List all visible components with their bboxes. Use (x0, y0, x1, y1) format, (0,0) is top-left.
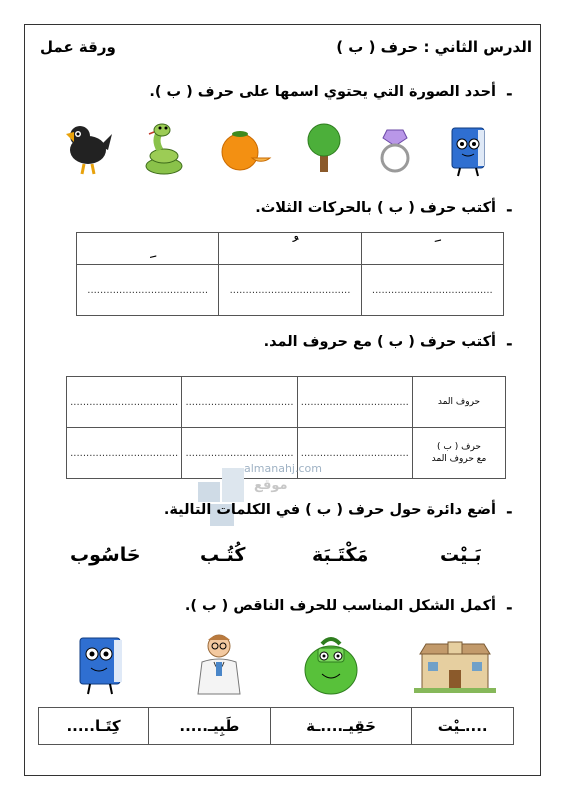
answer-kitab[interactable]: كِتَـا..... (39, 708, 149, 745)
answer-bayt[interactable]: ....ـيْت (412, 708, 514, 745)
bullet: - (506, 598, 513, 617)
answer-blank[interactable]: .................................. (297, 377, 412, 428)
crow-icon[interactable] (60, 120, 112, 176)
q2-text: أكتب حرف ( ب ) بالحركات الثلاث. (255, 200, 496, 216)
damma-cell (219, 233, 361, 265)
q3-text: أكتب حرف ( ب ) مع حروف المد. (263, 334, 496, 350)
house-icon[interactable] (414, 640, 496, 694)
word-hasoub[interactable]: حَاسُوب (70, 544, 141, 566)
answer-blank[interactable]: .................................. (182, 428, 297, 479)
bullet: - (506, 502, 513, 521)
ring-icon[interactable] (378, 124, 412, 176)
harakat-table (76, 232, 504, 316)
answer-blank[interactable]: ...................................... (361, 265, 503, 316)
q4-text: أضع دائرة حول حرف ( ب ) في الكلمات التالية. (163, 502, 496, 518)
word-maktaba[interactable]: مَكْتَـبَة (312, 544, 369, 566)
bullet: - (506, 84, 513, 103)
answer-haqiba[interactable]: حَقِيـ....ـة (270, 708, 412, 745)
label-line-1: حرف ( ب ) (437, 442, 481, 452)
book-icon[interactable] (448, 124, 488, 178)
word-kutub[interactable]: كُتُـب (200, 544, 246, 566)
answer-blank[interactable]: ...................................... (219, 265, 361, 316)
madd-letters-label: حروف المد (413, 377, 506, 428)
kasra-cell (77, 233, 219, 265)
book-icon[interactable] (74, 634, 130, 696)
orange-icon[interactable] (218, 128, 272, 174)
answer-tabib[interactable]: طَبِيـ..... (149, 708, 271, 745)
answer-blank[interactable]: .................................. (67, 428, 182, 479)
complete-table (38, 707, 514, 745)
word-bayt[interactable]: بَـيْت (440, 544, 482, 566)
lesson-title: الدرس الثاني : حرف ( ب ) (336, 38, 532, 56)
watermark-logo-icon (198, 468, 244, 528)
answer-blank[interactable]: .................................. (297, 428, 412, 479)
doctor-icon[interactable] (192, 632, 246, 696)
label-line-2: مع حروف المد (431, 454, 487, 464)
tree-icon[interactable] (302, 122, 346, 174)
bullet: - (506, 200, 513, 219)
q5-text: أكمل الشكل المناسب للحرف الناقص ( ب ). (184, 598, 496, 614)
fatha-cell (361, 233, 503, 265)
ba-with-madd-label (413, 428, 506, 479)
bullet: - (506, 334, 513, 353)
watermark-ar-1: موقع (254, 478, 288, 493)
watermark-site: almanahj.com (244, 462, 322, 475)
worksheet-label: ورقة عمل (40, 38, 116, 56)
q1-text: أحدد الصورة التي يحتوي اسمها على حرف ( ب ). (149, 84, 496, 100)
snake-icon[interactable] (140, 122, 188, 176)
answer-blank[interactable]: .................................. (182, 377, 297, 428)
answer-blank[interactable]: ...................................... (77, 265, 219, 316)
answer-blank[interactable]: .................................. (67, 377, 182, 428)
bag-icon[interactable] (300, 634, 362, 696)
